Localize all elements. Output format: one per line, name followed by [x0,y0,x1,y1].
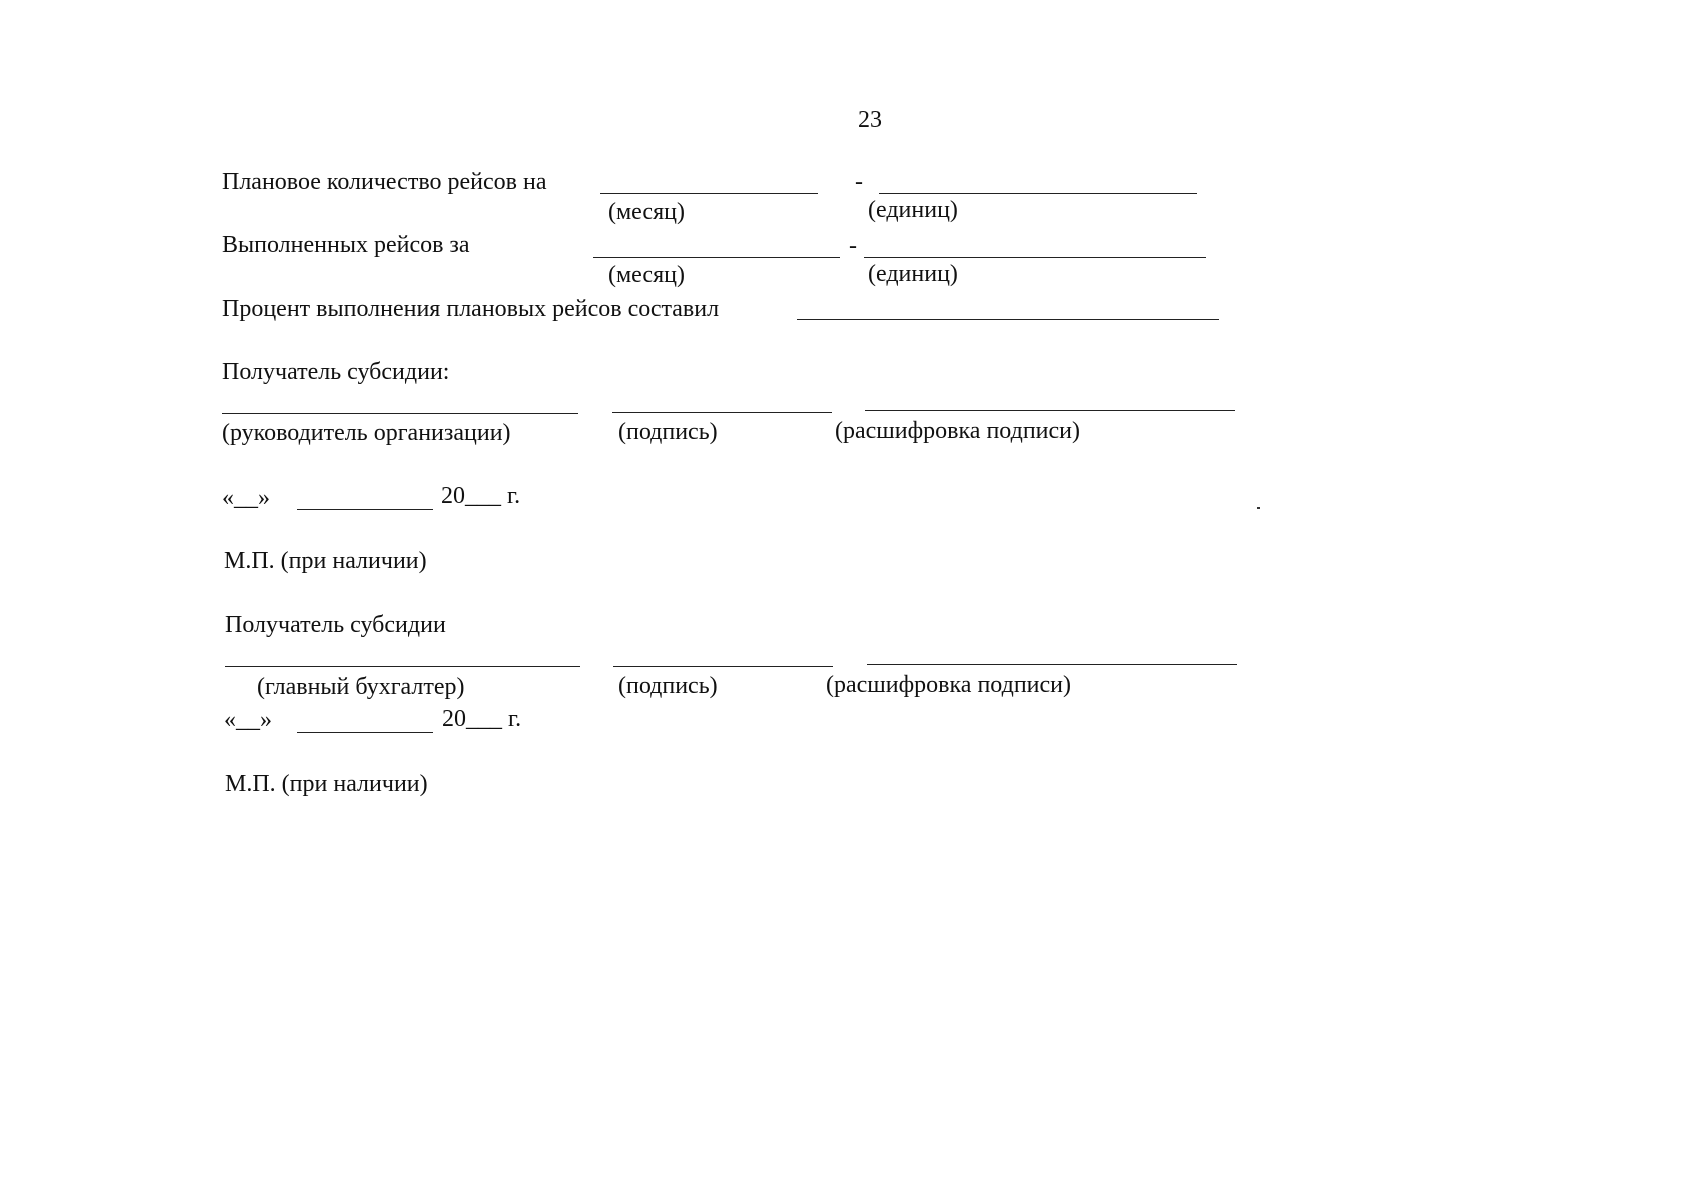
recipient1-date-month-line[interactable] [297,509,433,510]
recipient2-signature-caption: (подпись) [618,673,718,699]
recipient1-date-year: 20___ г. [441,483,521,509]
plan-month-line[interactable] [600,193,818,194]
done-label: Выполненных рейсов за [222,232,470,258]
recipient1-decode-caption: (расшифровка подписи) [835,418,1080,444]
recipient1-role-line[interactable] [222,413,578,414]
plan-dash: - [855,169,863,195]
recipient2-stamp: М.П. (при наличии) [225,771,428,797]
recipient1-date-open: «__» [222,485,270,511]
done-month-line[interactable] [593,257,840,258]
plan-month-caption: (месяц) [608,199,685,225]
done-units-caption: (единиц) [868,261,958,287]
recipient2-role-caption: (главный бухгалтер) [257,674,465,700]
stray-mark [1257,507,1260,509]
recipient2-decode-caption: (расшифровка подписи) [826,672,1071,698]
done-units-line[interactable] [864,257,1206,258]
done-dash: - [849,233,857,259]
recipient2-title: Получатель субсидии [225,612,446,638]
recipient2-date-open: «__» [224,707,272,733]
recipient1-signature-line[interactable] [612,412,832,413]
recipient2-signature-line[interactable] [613,666,833,667]
percent-label: Процент выполнения плановых рейсов составил [222,296,720,322]
done-month-caption: (месяц) [608,262,685,288]
percent-value-line[interactable] [797,319,1219,320]
recipient2-date-month-line[interactable] [297,732,433,733]
recipient1-decode-line[interactable] [865,410,1235,411]
plan-label: Плановое количество рейсов на [222,169,547,195]
recipient2-role-line[interactable] [225,666,580,667]
recipient2-date-year: 20___ г. [442,706,522,732]
recipient1-title: Получатель субсидии: [222,359,450,385]
plan-units-caption: (единиц) [868,197,958,223]
recipient1-role-caption: (руководитель организации) [222,420,511,446]
plan-units-line[interactable] [879,193,1197,194]
recipient2-decode-line[interactable] [867,664,1237,665]
recipient1-signature-caption: (подпись) [618,419,718,445]
recipient1-stamp: М.П. (при наличии) [224,548,427,574]
page-number: 23 [858,107,882,133]
